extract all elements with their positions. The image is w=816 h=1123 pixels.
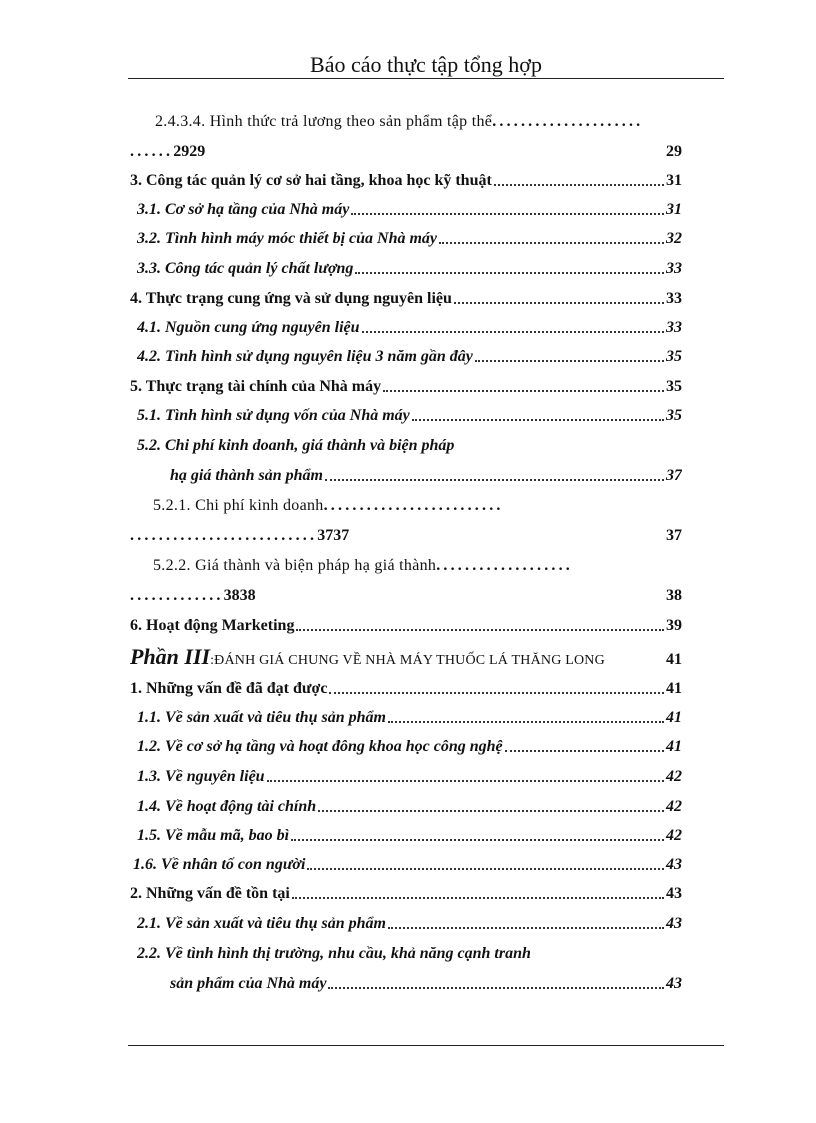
toc-entry-2-1 — [137, 914, 682, 934]
toc-entry-label: 1. Những vấn đề đã đạt được — [130, 680, 328, 697]
toc-dot-leader-text: .......................... — [130, 527, 318, 544]
toc-page-number: 35 — [666, 407, 682, 424]
part-heading-text: :ĐÁNH GIÁ CHUNG VỀ NHÀ MÁY THUỐC LÁ THĂNG LONG — [210, 653, 605, 668]
header-divider — [128, 78, 724, 79]
toc-entry-label: 4. Thực trạng cung ứng và sử dụng nguyên liệu — [130, 290, 452, 307]
footer-divider — [128, 1045, 724, 1046]
toc-page-number: 39 — [666, 617, 682, 634]
toc-entry-continuation — [130, 586, 682, 606]
toc-entry-3-2 — [137, 229, 682, 249]
toc-entry-2-2-continuation — [170, 974, 682, 994]
toc-entry-continuation — [130, 526, 682, 546]
toc-page-number: 29 — [666, 143, 682, 160]
toc-entry-2 — [130, 884, 682, 904]
toc-page-number: 33 — [666, 260, 682, 277]
toc-entry-label: 2.2. Về tình hình thị trường, nhu cầu, khả năng cạnh tranh — [137, 945, 531, 962]
toc-entry-label: 5. Thực trạng tài chính của Nhà máy — [130, 378, 382, 395]
toc-leader — [383, 390, 664, 392]
toc-leader — [296, 629, 664, 631]
toc-entry-3-3 — [137, 259, 682, 279]
toc-entry-label: 3.3. Công tác quản lý chất lượng — [137, 260, 354, 277]
toc-entry-label: 2.1. Về sản xuất và tiêu thụ sản phẩm — [137, 915, 386, 932]
page-header-title: Báo cáo thực tập tổng hợp — [310, 52, 542, 77]
toc-entry-5-2-1 — [153, 496, 725, 516]
toc-entry-6 — [130, 616, 682, 636]
toc-leader — [362, 331, 664, 333]
toc-leader — [329, 692, 664, 694]
toc-leader — [439, 242, 664, 244]
toc-entry-label: 4.2. Tình hình sử dụng nguyên liệu 3 năm gần đây — [137, 348, 473, 365]
toc-dot-leader-text: ............. — [130, 587, 224, 604]
toc-entry-label: 3.2. Tình hình máy móc thiết bị của Nhà máy — [137, 230, 438, 247]
toc-page-number: 33 — [666, 290, 682, 307]
toc-entry-label: sản phẩm của Nhà máy — [170, 975, 327, 992]
toc-leader — [307, 868, 664, 870]
toc-page-number: 43 — [666, 915, 682, 932]
toc-entry-label: 1.1. Về sản xuất và tiêu thụ sản phẩm — [137, 709, 386, 726]
toc-page-number: 43 — [666, 856, 682, 873]
toc-page-number: 43 — [666, 975, 682, 992]
toc-page-number: 37 — [666, 467, 682, 484]
toc-leader — [267, 780, 664, 782]
toc-entry-2-2 — [137, 944, 682, 964]
toc-entry-continuation — [130, 142, 682, 162]
toc-page-number: 43 — [666, 885, 682, 902]
toc-entry-label: 3. Công tác quản lý cơ sở hai tầng, khoa học kỹ thuật — [130, 172, 492, 189]
toc-leader — [494, 184, 664, 186]
toc-entry-label: 5.2.1. Chi phí kinh doanh — [153, 497, 324, 514]
toc-entry-number: 3737 — [317, 527, 350, 544]
toc-dot-leader-text: ...... — [130, 143, 174, 160]
part-heading-prefix: Phần III — [130, 644, 211, 669]
toc-entry-5-1 — [137, 406, 682, 426]
toc-entry-2-4-3-4 — [155, 112, 725, 132]
toc-entry-label: hạ giá thành sản phẩm — [170, 467, 323, 484]
toc-entry-5-2 — [137, 436, 682, 456]
toc-page-number: 33 — [666, 319, 682, 336]
toc-dot-leader-text: ..................... — [492, 113, 644, 130]
toc-page-number: 35 — [666, 378, 682, 395]
toc-page-number: 31 — [666, 172, 682, 189]
toc-leader — [291, 839, 664, 841]
toc-page-number: 37 — [666, 527, 682, 544]
toc-entry-label: 5.2.2. Giá thành và biện pháp hạ giá thành — [153, 557, 437, 574]
toc-page-number: 42 — [666, 827, 682, 844]
toc-page-number: 41 — [666, 709, 682, 726]
toc-entry-label: 6. Hoạt động Marketing — [130, 617, 295, 634]
toc-entry-label: 1.6. Về nhân tố con người — [133, 856, 306, 873]
toc-entry-5 — [130, 377, 682, 397]
toc-page-number: 42 — [666, 768, 682, 785]
toc-entry-1-6 — [133, 855, 682, 875]
toc-entry-1-4 — [137, 797, 682, 817]
toc-leader — [318, 810, 664, 812]
toc-page-number: 32 — [666, 230, 682, 247]
toc-entry-1-3 — [137, 767, 682, 787]
toc-entry-1-5 — [137, 826, 682, 846]
toc-page-number: 41 — [666, 680, 682, 697]
toc-leader — [328, 987, 664, 989]
toc-entry-1 — [130, 679, 682, 699]
toc-dot-leader-text: ................... — [436, 557, 574, 574]
toc-entry-5-2-2 — [153, 556, 725, 576]
toc-entry-label: 5.1. Tình hình sử dụng vốn của Nhà máy — [137, 407, 410, 424]
toc-leader — [412, 419, 664, 421]
toc-leader — [388, 721, 664, 723]
toc-leader — [292, 897, 664, 899]
toc-entry-label: 3.1. Cơ sở hạ tầng của Nhà máy — [137, 201, 350, 218]
toc-page-number: 42 — [666, 798, 682, 815]
toc-page-number: 35 — [666, 348, 682, 365]
toc-entry-5-2-continuation — [170, 466, 682, 486]
toc-page-number: 38 — [666, 587, 682, 604]
toc-entry-4-1 — [137, 318, 682, 338]
toc-leader — [351, 213, 664, 215]
toc-entry-label: 1.3. Về nguyên liệu — [137, 768, 265, 785]
toc-page-number: 41 — [666, 738, 682, 755]
toc-entry-number: 2929 — [173, 143, 206, 160]
toc-page-number: 41 — [666, 651, 682, 668]
toc-entry-label: 4.1. Nguồn cung ứng nguyên liệu — [137, 319, 360, 336]
toc-entry-part-3 — [130, 644, 682, 674]
toc-entry-1-2 — [137, 737, 682, 757]
toc-entry-3 — [130, 171, 682, 191]
toc-leader — [475, 360, 664, 362]
toc-leader — [325, 479, 664, 481]
toc-entry-label: 5.2. Chi phí kinh doanh, giá thành và biện pháp — [137, 437, 455, 454]
toc-entry-4 — [130, 289, 682, 309]
toc-leader — [388, 927, 664, 929]
toc-leader — [505, 750, 664, 752]
toc-leader — [454, 302, 664, 304]
toc-leader — [355, 272, 664, 274]
toc-entry-4-2 — [137, 347, 682, 367]
toc-entry-label: 1.5. Về mẫu mã, bao bì — [137, 827, 290, 844]
toc-entry-label: 2. Những vấn đề tồn tại — [130, 885, 290, 902]
toc-page-number: 31 — [666, 201, 682, 218]
toc-entry-label: 2.4.3.4. Hình thức trả lương theo sản phẩm tập thể — [155, 113, 493, 130]
toc-entry-label: 1.2. Về cơ sở hạ tầng và hoạt đông khoa học công nghệ — [137, 738, 503, 755]
toc-entry-3-1 — [137, 200, 682, 220]
toc-entry-1-1 — [137, 708, 682, 728]
toc-entry-label: 1.4. Về hoạt động tài chính — [137, 798, 317, 815]
toc-entry-number: 3838 — [223, 587, 256, 604]
toc-dot-leader-text: ......................... — [323, 497, 504, 514]
